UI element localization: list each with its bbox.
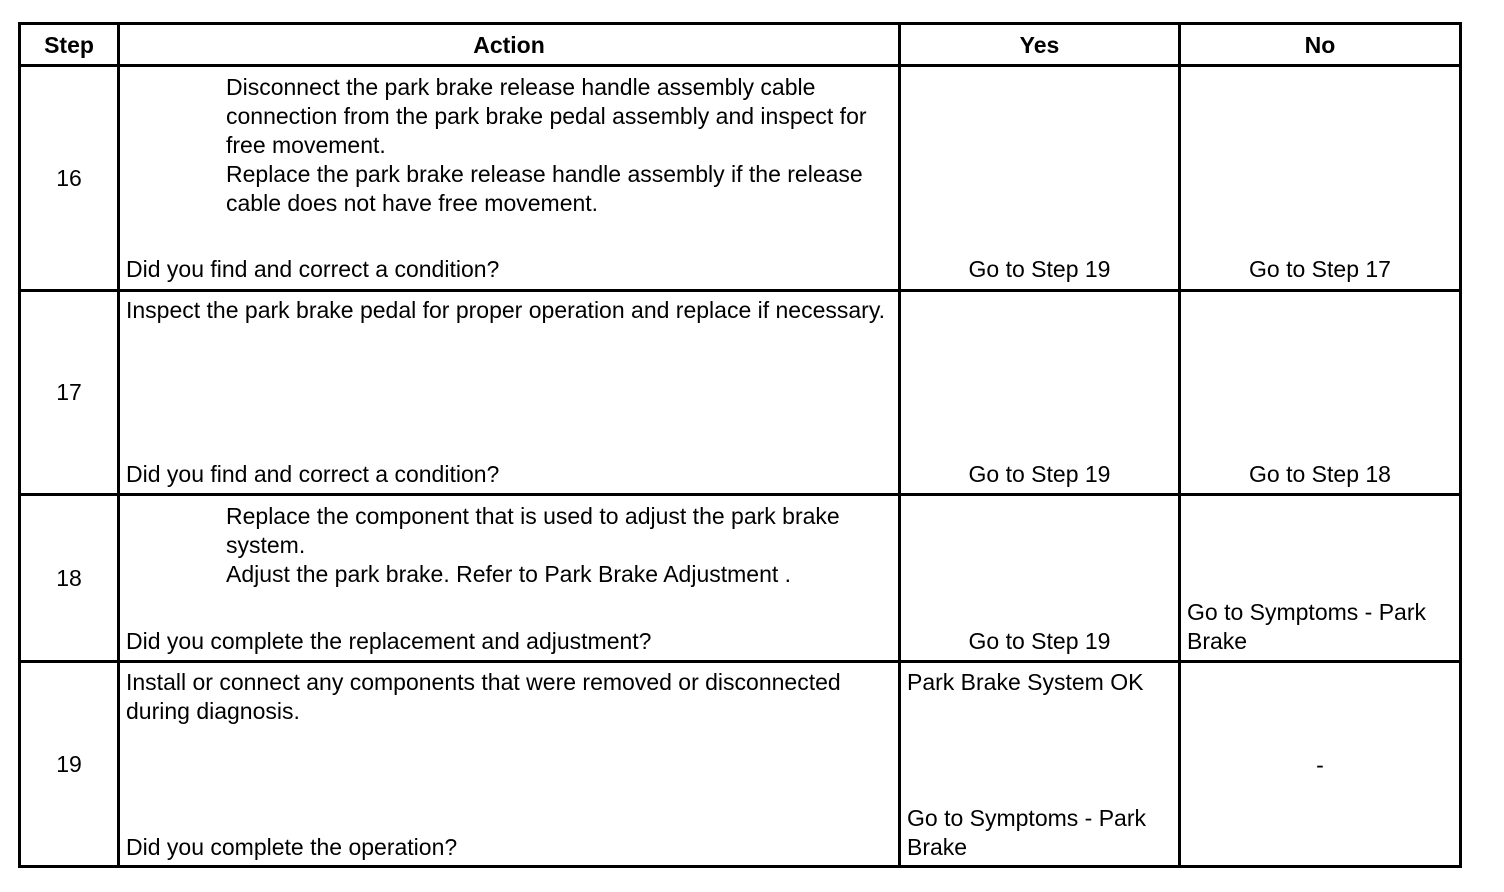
action-cell	[120, 496, 898, 660]
action-instruction: Inspect the park brake pedal for proper operation and replace if necessary.	[126, 297, 886, 323]
action-question: Did you complete the operation?	[126, 834, 458, 860]
header-action: Action	[473, 32, 545, 58]
no-cell	[1181, 67, 1459, 289]
no-cell	[1181, 496, 1459, 660]
action-instruction: Install or connect any components that were removed or disconnected during diagnosis.	[126, 669, 841, 724]
action-instruction: Replace the park brake release handle assembly if the release cable does not have free movement.	[226, 161, 863, 216]
action-instruction: Disconnect the park brake release handle assembly cable connection from the park brake pedal assembly and inspect for free movement.	[226, 74, 867, 158]
action-cell	[120, 292, 898, 493]
header-step: Step	[44, 32, 94, 58]
diagnostic-table	[18, 22, 1462, 868]
action-cell	[120, 663, 898, 865]
yes-cell	[901, 67, 1178, 289]
step-number: 17	[56, 379, 82, 405]
action-question: Did you find and correct a condition?	[126, 461, 500, 487]
no-cell	[1181, 292, 1459, 493]
yes-result: Go to Symptoms - Park Brake	[907, 805, 1147, 860]
action-cell	[120, 67, 898, 289]
header-yes: Yes	[1019, 32, 1060, 58]
header-no: No	[1304, 32, 1336, 58]
no-result: Go to Step 18	[1249, 461, 1391, 487]
action-question: Did you complete the replacement and adjustment?	[126, 628, 652, 654]
action-question: Did you find and correct a condition?	[126, 256, 500, 282]
yes-result-ok: Park Brake System OK	[907, 669, 1144, 695]
step-number: 16	[56, 164, 82, 191]
yes-result: Go to Step 19	[968, 256, 1111, 282]
yes-result: Go to Step 19	[968, 461, 1111, 487]
yes-cell	[901, 496, 1178, 660]
step-number: 19	[56, 750, 82, 777]
no-cell	[1181, 663, 1459, 865]
yes-cell	[901, 663, 1178, 865]
action-instruction: Replace the component that is used to adjust the park brake system.	[226, 503, 840, 558]
no-result: Go to Step 17	[1249, 256, 1391, 282]
step-number: 18	[56, 564, 82, 591]
no-result: Go to Symptoms - Park Brake	[1187, 599, 1427, 654]
yes-cell	[901, 292, 1178, 493]
no-result: -	[1316, 752, 1324, 778]
action-instruction: Adjust the park brake. Refer to Park Brake Adjustment .	[226, 561, 792, 587]
yes-result: Go to Step 19	[968, 628, 1111, 654]
